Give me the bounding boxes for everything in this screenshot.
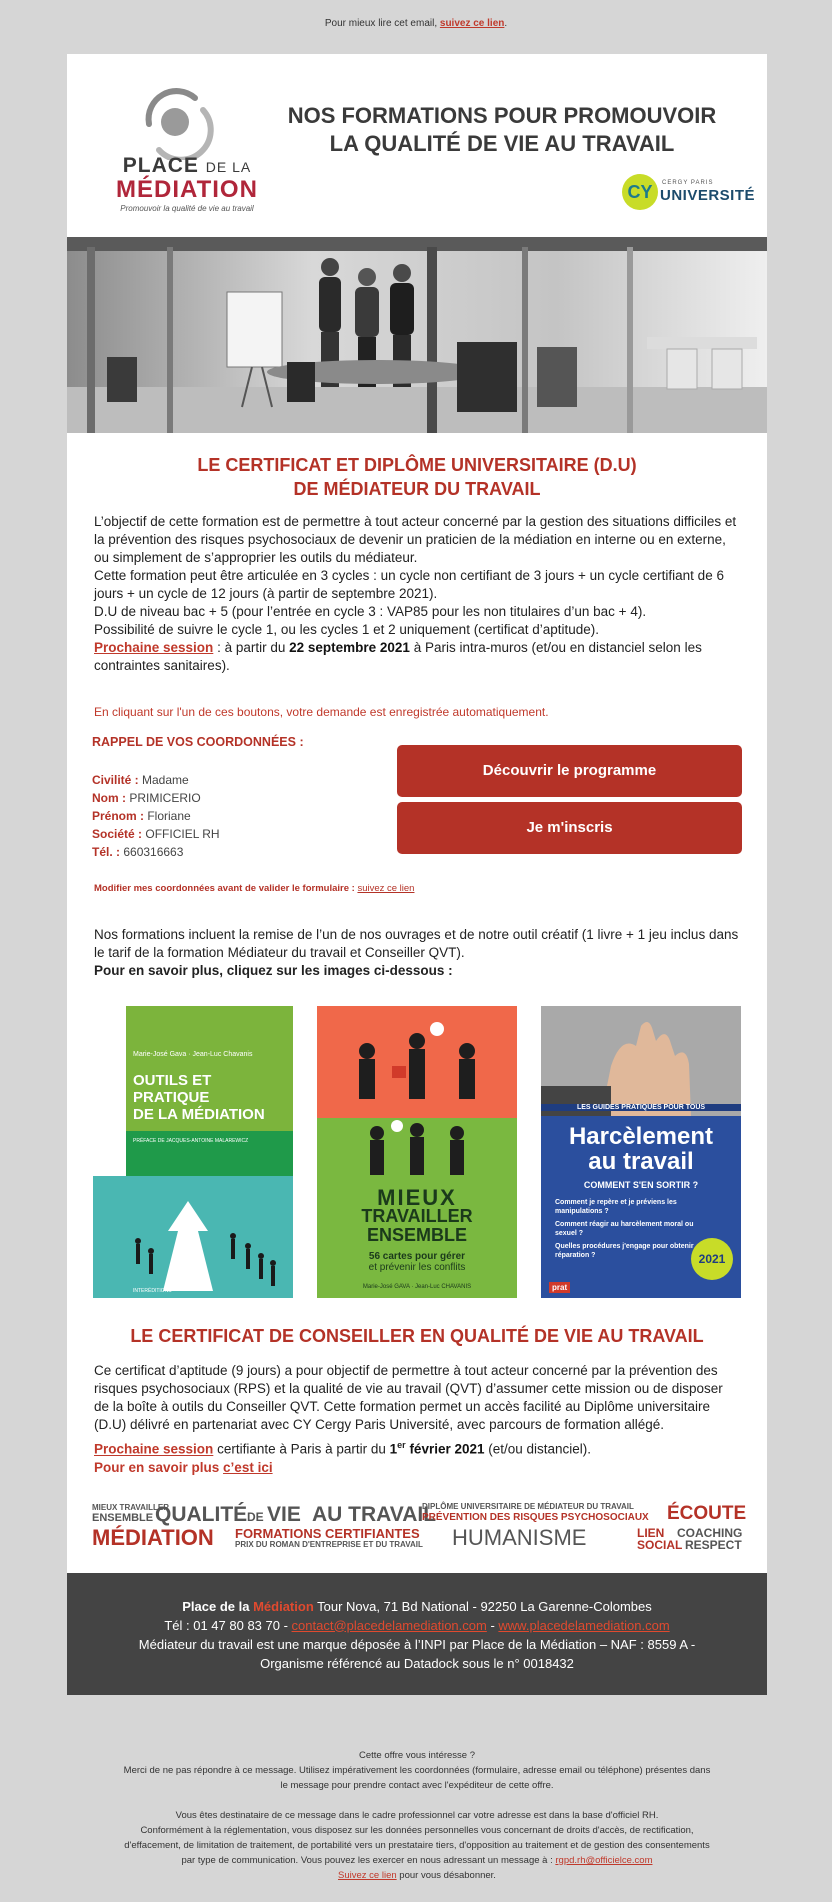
- qvt-session-date-sup: er: [397, 1440, 406, 1450]
- du-title-line-2: DE MÉDIATEUR DU TRAVAIL: [293, 479, 541, 499]
- legal-line-2: Merci de ne pas répondre à ce message. Utilisez impérativement les coordonnées (formulaire, adresse email ou téléphone) présentes dans: [123, 1765, 711, 1776]
- book3-subtitle: COMMENT S'EN SORTIR ?: [583, 1180, 699, 1190]
- kw-formations: FORMATIONS CERTIFIANTES: [235, 1525, 420, 1541]
- qvt-paragraph-1: Ce certificat d’aptitude (9 jours) a pour objectif de permettre à tout acteur concerné par la prévention des risques psychosociaux (RPS) et la qualité de vie au travail (QVT) d’assumer cette mission ou de disposer de la boîte à outils du Conseiller QVT. Cette formation permet un accès facilité au Diplôme universitaire (D.U) délivré en partenariat avec CY Cergy Paris Université, avec parcours de formation allégé.: [94, 1363, 723, 1432]
- book1-title-1: OUTILS ET: [133, 1072, 212, 1089]
- page-title: [262, 102, 742, 158]
- qvt-session: [94, 1436, 740, 1459]
- civilite-value: Madame: [142, 773, 189, 787]
- book3-series: LES GUIDES PRATIQUES POUR TOUS: [541, 1104, 741, 1111]
- coordinates-list: [92, 771, 220, 861]
- kw-mediation: MÉDIATION: [92, 1524, 214, 1550]
- footer-brand-b: Médiation: [253, 1598, 314, 1614]
- book2-authors: Marie-José GAVA · Jean-Luc CHAVANIS: [362, 1284, 472, 1290]
- footer-email-link[interactable]: contact@placedelamediation.com: [291, 1617, 487, 1633]
- kw-humanisme: HUMANISME: [452, 1524, 587, 1550]
- kw-ensemble: ENSEMBLE: [92, 1511, 154, 1524]
- book2-subtitle: [317, 1251, 517, 1273]
- prenom-label: Prénom :: [92, 809, 148, 823]
- kw-vie: VIE: [267, 1502, 301, 1526]
- du-paragraph-3: D.U de niveau bac + 5 (pour l’entrée en cycle 3 : VAP85 pour les non titulaires d’un bac + 4).: [94, 604, 647, 619]
- book-mieux-travailler-ensemble[interactable]: [317, 1006, 517, 1298]
- nom-value: PRIMICERIO: [129, 791, 201, 805]
- book1-authors: Marie-José Gava · Jean-Luc Chavanis: [133, 1051, 253, 1058]
- du-session-post: à Paris intra-muros (et/ou en distanciel selon les contraintes sanitaires).: [94, 640, 702, 673]
- title-line-1: NOS FORMATIONS POUR PROMOUVOIR: [287, 103, 717, 128]
- books-row: [67, 1006, 767, 1298]
- rgpd-email-link[interactable]: rgpd.rh@officielce.com: [555, 1855, 653, 1866]
- unsubscribe-link[interactable]: Suivez ce lien: [338, 1870, 397, 1881]
- book-outils-pratique-mediation[interactable]: [93, 1006, 293, 1298]
- tel-label: Tél. :: [92, 845, 124, 859]
- du-paragraph-1: L’objectif de cette formation est de permettre à tout acteur concerné par la gestion des situations difficiles et la prévention des risques psychosociaux de devenir un praticien de la médiation en interne ou en externe, ou simplement de s’approprier les outils du médiateur.: [94, 514, 737, 565]
- modify-link[interactable]: suivez ce lien: [357, 883, 415, 894]
- coord-prenom: [92, 807, 220, 825]
- footer-brand-a: Place de la: [182, 1598, 254, 1614]
- preheader-end: .: [504, 18, 508, 29]
- place-mediation-logo-icon: [137, 80, 217, 160]
- logo-place: PLACE: [122, 154, 206, 177]
- keywords-banner: [67, 1501, 767, 1551]
- qvt-section: [67, 1324, 767, 1477]
- du-paragraph-4: Possibilité de suivre le cycle 1, ou les cycles 1 et 2 uniquement (certificat d’aptitude).: [94, 622, 599, 637]
- coord-nom: [92, 789, 220, 807]
- coordinates-block: [67, 735, 767, 885]
- legal-unsubscribe-text: pour vous désabonner.: [396, 1870, 496, 1881]
- book2-people-illustration-icon: [337, 1021, 497, 1116]
- title-line-2: LA QUALITÉ DE VIE AU TRAVAIL: [329, 131, 675, 156]
- book3-title-1: Harcèlement: [568, 1123, 714, 1150]
- kw-coaching: COACHING: [677, 1525, 743, 1540]
- book2-title-1: MIEUX: [377, 1185, 457, 1210]
- legal-rgpd-text: par type de communication. Vous pouvez les exercer en nous adressant un message à :: [181, 1855, 556, 1866]
- footer-website-link[interactable]: www.placedelamediation.com: [498, 1617, 670, 1633]
- preheader-text: Pour mieux lire cet email,: [324, 18, 440, 29]
- cy-badge-icon: CY: [622, 174, 658, 210]
- legal-line-1: Cette offre vous intéresse ?: [359, 1750, 475, 1761]
- book2-title: [317, 1185, 517, 1245]
- qvt-session-date-month: février 2021: [405, 1441, 485, 1457]
- qvt-description: [94, 1362, 740, 1477]
- footer-contact: [67, 1573, 767, 1695]
- book-harcelement-au-travail[interactable]: [541, 1006, 741, 1298]
- books-intro: [67, 926, 767, 980]
- click-notice: En cliquant sur l'un de ces boutons, votre demande est enregistrée automatiquement.: [94, 705, 549, 719]
- societe-label: Société :: [92, 827, 146, 841]
- coord-tel: [92, 843, 220, 861]
- footer-line-3: Médiateur du travail est une marque déposée à l’INPI par Place de la Médiation – NAF : 8559 A -: [138, 1636, 696, 1652]
- footer-sep: -: [486, 1617, 499, 1633]
- du-title-line-1: LE CERTIFICAT ET DIPLÔME UNIVERSITAIRE (D.U): [197, 455, 637, 475]
- email-container: [67, 54, 767, 1695]
- modify-text: Modifier mes coordonnées avant de valider le formulaire :: [94, 883, 358, 894]
- qvt-title: LE CERTIFICAT DE CONSEILLER EN QUALITÉ DE VIE AU TRAVAIL: [130, 1326, 704, 1346]
- tel-value: 660316663: [123, 845, 184, 859]
- qvt-more: [94, 1459, 740, 1477]
- book1-title: [133, 1072, 265, 1123]
- preheader-link[interactable]: suivez ce lien: [439, 18, 505, 29]
- footer-line-1: [87, 1597, 747, 1616]
- cy-small-text: CERGY PARIS: [662, 180, 714, 186]
- legal-line-6: d'effacement, de limitation de traitement, de portabilité vers un prestataire tiers, d'opposition au traitement et de gestion des consentements: [124, 1840, 710, 1851]
- footer-line-4: Organisme référencé au Datadock sous le n° 0018432: [260, 1655, 574, 1671]
- book3-bullet-2: Comment réagir au harcèlement moral ou sexuel ?: [555, 1221, 694, 1237]
- du-paragraph-2: Cette formation peut être articulée en 3 cycles : un cycle non certifiant de 3 jours + un cycle certifiant de 6 jours + un cycle de 12 jours (à partir de septembre 2021).: [94, 568, 724, 601]
- logo-de-la: DE LA: [205, 159, 252, 175]
- header: [67, 54, 767, 237]
- cy-big-text: UNIVERSITÉ: [660, 187, 756, 204]
- kw-de: DE: [247, 1509, 264, 1524]
- book3-bullet-3: Quelles procédures j'engage pour obtenir réparation ?: [555, 1243, 694, 1259]
- preheader: [0, 18, 832, 29]
- legal-line-8: [67, 1868, 767, 1883]
- legal-line-4: Vous êtes destinataire de ce message dans le cadre professionnel car votre adresse est dans la base d'officiel RH.: [175, 1810, 659, 1821]
- office-meeting-image: [67, 237, 767, 433]
- book3-hand-photo-icon: [541, 1006, 741, 1116]
- prenom-value: Floriane: [147, 809, 191, 823]
- footer-line-2: [87, 1616, 747, 1635]
- book1-publisher: INTERÉDITIONS: [133, 1288, 172, 1294]
- kw-mieux-travailler: MIEUX TRAVAILLER: [92, 1502, 170, 1512]
- kw-respect: RESPECT: [685, 1537, 742, 1552]
- qvt-session-post: (et/ou distanciel).: [484, 1441, 592, 1457]
- logo-mediation: MÉDIATION: [116, 176, 258, 203]
- du-title: [94, 453, 740, 501]
- book2-title-2: TRAVAILLER: [361, 1206, 473, 1226]
- qvt-more-text: Pour en savoir plus: [94, 1459, 224, 1475]
- du-section: [67, 433, 767, 719]
- du-session-link[interactable]: Prochaine session: [94, 640, 214, 655]
- footer-tel: Tél : 01 47 80 83 70 -: [164, 1617, 292, 1633]
- kw-prevention: PRÉVENTION DES RISQUES PSYCHOSOCIAUX: [422, 1511, 649, 1523]
- qvt-session-pre: certifiante à Paris à partir du: [213, 1441, 390, 1457]
- qvt-session-date-day: 1: [389, 1441, 398, 1457]
- book3-bullets: [555, 1198, 695, 1260]
- books-intro-text: Nos formations incluent la remise de l’un de nos ouvrages et de notre outil créatif (1 livre + 1 jeu inclus dans le tarif de la formation Médiateur du travail et Conseiller QVT).: [94, 927, 739, 960]
- hero-photo: [67, 237, 767, 433]
- book3-year-badge: 2021: [691, 1238, 733, 1280]
- du-session-pre: : à partir du: [213, 640, 290, 655]
- kw-social: SOCIAL: [637, 1537, 683, 1552]
- civilite-label: Civilité :: [92, 773, 143, 787]
- books-intro-bold: Pour en savoir plus, cliquez sur les images ci-dessous :: [94, 963, 453, 978]
- book2-title-3: ENSEMBLE: [366, 1225, 467, 1245]
- kw-prix-roman: PRIX DU ROMAN D'ENTREPRISE ET DU TRAVAIL: [235, 1539, 423, 1549]
- cy-university-logo: [622, 172, 756, 214]
- coord-civilite: [92, 771, 220, 789]
- legal-line-7: [67, 1853, 767, 1868]
- kw-ecoute: ÉCOUTE: [667, 1502, 747, 1524]
- book1-title-3: DE LA MÉDIATION: [133, 1106, 265, 1123]
- book3-title: [541, 1124, 741, 1174]
- book1-preface: PRÉFACE DE JACQUES-ANTOINE MALAREWICZ: [133, 1138, 249, 1144]
- qvt-more-link[interactable]: c’est ici: [223, 1459, 273, 1475]
- coordinates-title: RAPPEL DE VOS COORDONNÉES :: [92, 735, 304, 749]
- register-button[interactable]: Je m'inscris: [397, 802, 742, 854]
- logo-tagline: Promouvoir la qualité de vie au travail: [120, 204, 254, 213]
- du-session-date: 22 septembre 2021: [289, 640, 410, 655]
- kw-qualite: QUALITÉ: [155, 1502, 248, 1526]
- coord-societe: [92, 825, 220, 843]
- du-session: [94, 639, 740, 675]
- discover-program-button[interactable]: Découvrir le programme: [397, 745, 742, 797]
- book1-title-2: PRATIQUE: [133, 1089, 210, 1106]
- kw-lien: LIEN: [637, 1525, 665, 1540]
- legal-line-5: Conformément à la réglementation, vous disposez sur les données personnelles vous concernant de droits d'accès, de rectification,: [140, 1825, 694, 1836]
- book2-subtitle-2: et prévenir les conflits: [368, 1262, 466, 1273]
- nom-label: Nom :: [92, 791, 130, 805]
- legal-notice: [67, 1748, 767, 1883]
- kw-diplome: DIPLÔME UNIVERSITAIRE DE MÉDIATEUR DU TRAVAIL: [422, 1501, 634, 1511]
- book3-bullet-1: Comment je repère et je préviens les manipulations ?: [555, 1199, 677, 1215]
- footer-address: Tour Nova, 71 Bd National - 92250 La Garenne-Colombes: [313, 1598, 652, 1614]
- societe-value: OFFICIEL RH: [145, 827, 220, 841]
- du-description: [94, 513, 740, 675]
- book3-title-2: au travail: [588, 1148, 694, 1175]
- kw-au-travail: AU TRAVAIL: [312, 1502, 437, 1526]
- book3-publisher: prat: [549, 1282, 570, 1293]
- book2-subtitle-1: 56 cartes pour gérer: [368, 1251, 466, 1262]
- book1-arrow-illustration-icon: [133, 1191, 283, 1291]
- legal-line-3: le message pour prendre contact avec l'expéditeur de cette offre.: [280, 1780, 554, 1791]
- qvt-session-link[interactable]: Prochaine session: [94, 1441, 214, 1457]
- logo-text: [107, 154, 267, 213]
- book2-group-illustration-icon: [337, 1118, 497, 1188]
